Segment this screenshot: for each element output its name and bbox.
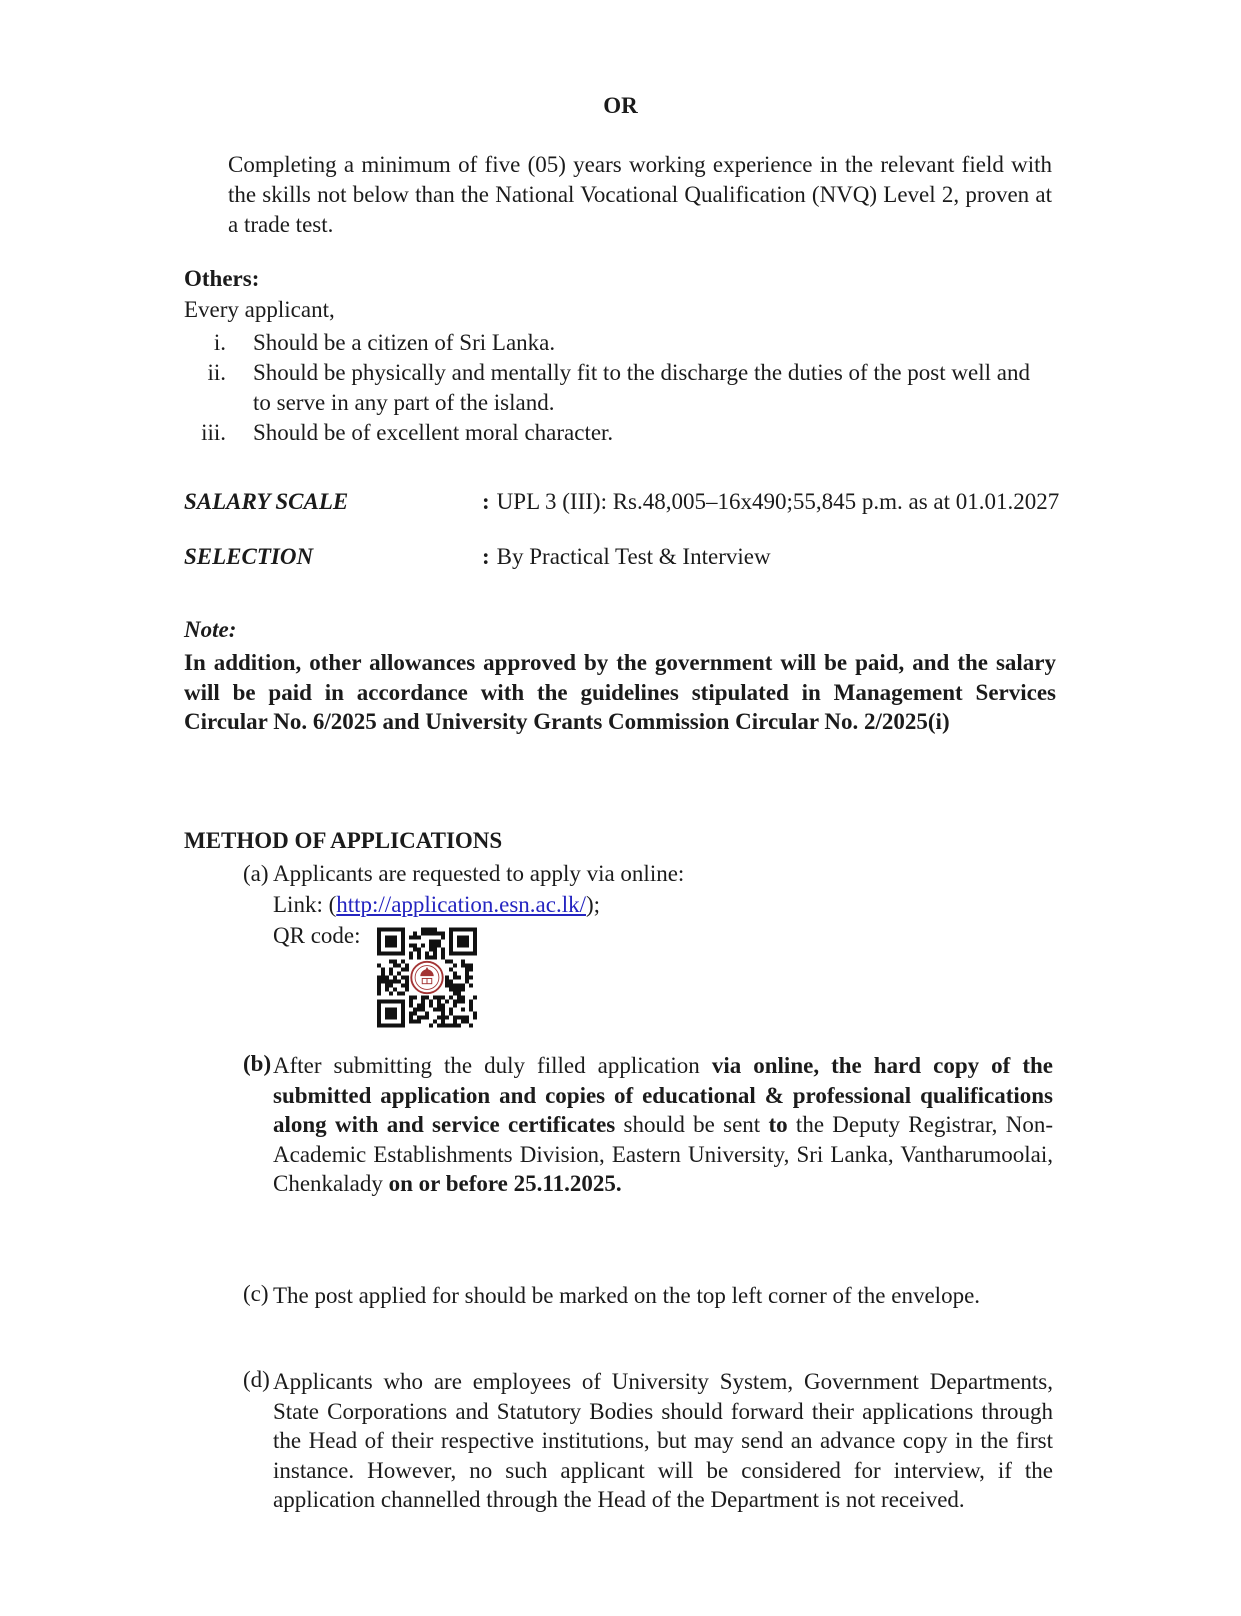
- qr-line: [273, 920, 1055, 1030]
- link-line: [273, 889, 1055, 920]
- item-d-paragraph: Applicants who are employees of University System, Government Departments, State Corporations and Statutory Bodies should forward their applications through the Head of their respective institutions, but may send an advance copy in the first instance. However, no such applicant will be considered for interview, if the application channelled through the Head of the Department is not received.: [273, 1369, 1053, 1513]
- salary-scale-value: UPL 3 (III): Rs.48,005–16x490;55,845 p.m. as at 01.01.2027: [496, 489, 1060, 514]
- selection-colon: :: [482, 544, 490, 569]
- application-link[interactable]: http://application.esn.ac.lk/: [336, 892, 586, 917]
- apply-online-text: Applicants are requested to apply via online:: [273, 861, 685, 886]
- qr-code-label: QR code:: [273, 923, 361, 948]
- item-d-marker: (d): [243, 1367, 270, 1392]
- others-heading: Others:: [184, 266, 260, 291]
- salary-scale-label: SALARY SCALE: [184, 489, 349, 514]
- list-item: [184, 418, 1056, 448]
- method-item-b: [243, 1051, 1053, 1199]
- item-b-seg6-bold: on or before 25.11.2025.: [388, 1171, 622, 1197]
- method-item-d: [243, 1367, 1053, 1515]
- roman-numeral: ii.: [207, 360, 226, 385]
- item-b-seg5: the Deputy Registrar, Non-Academic Establishments Division, Eastern University, Sri Lanka, Vantharumoolai, Chenkalady: [273, 1112, 1053, 1197]
- item-b-seg2-bold: via online, the hard copy of the submitted application and copies of educational & professional qualifications along with and service certificates: [273, 1053, 1053, 1138]
- qr-code-image: [377, 925, 477, 1030]
- note-paragraph: In addition, other allowances approved by the government will be paid, and the salary will be paid in accordance with the guidelines stipulated in Management Services Circular No. 6/2025 and University Grants Commission Circular No. 2/2025(i): [184, 650, 1056, 734]
- list-item: [184, 358, 1056, 418]
- roman-numeral: i.: [213, 330, 226, 355]
- salary-scale-row: [184, 489, 1059, 515]
- intro-paragraph: Completing a minimum of five (05) years working experience in the relevant field with the skills not below than the National Vocational Qualification (NVQ) Level 2, proven at a trade test.: [228, 152, 1052, 237]
- selection-row: [184, 544, 771, 570]
- others-lead: Every applicant,: [184, 297, 335, 322]
- item-c-paragraph: The post applied for should be marked on the top left corner of the envelope.: [273, 1283, 981, 1308]
- list-item-text: Should be physically and mentally fit to the discharge the duties of the post well and to serve in any part of the island.: [253, 360, 1030, 415]
- roman-numeral: iii.: [201, 420, 226, 445]
- link-suffix: );: [586, 892, 601, 917]
- method-item-c: [243, 1281, 1053, 1311]
- method-of-applications-heading: METHOD OF APPLICATIONS: [184, 828, 503, 853]
- note-label: Note:: [184, 617, 237, 642]
- others-list: [184, 328, 1056, 448]
- item-a-marker: (a): [243, 861, 269, 886]
- link-prefix: Link: (: [273, 892, 337, 917]
- or-heading: OR: [603, 93, 638, 118]
- item-c-marker: (c): [243, 1281, 269, 1306]
- list-item: [184, 328, 1056, 358]
- item-b-seg3: should be sent: [615, 1112, 769, 1138]
- item-b-seg1: After submitting the duly filled application: [273, 1053, 712, 1078]
- item-b-marker: (b): [243, 1051, 272, 1076]
- item-b-paragraph: [273, 1051, 1053, 1199]
- list-item-text: Should be of excellent moral character.: [253, 420, 614, 445]
- item-b-seg4-bold: to: [768, 1112, 788, 1138]
- selection-value: By Practical Test & Interview: [496, 544, 771, 569]
- selection-label: SELECTION: [184, 544, 314, 569]
- salary-scale-colon: :: [482, 489, 490, 514]
- method-item-a: [243, 858, 1055, 1030]
- list-item-text: Should be a citizen of Sri Lanka.: [253, 330, 556, 355]
